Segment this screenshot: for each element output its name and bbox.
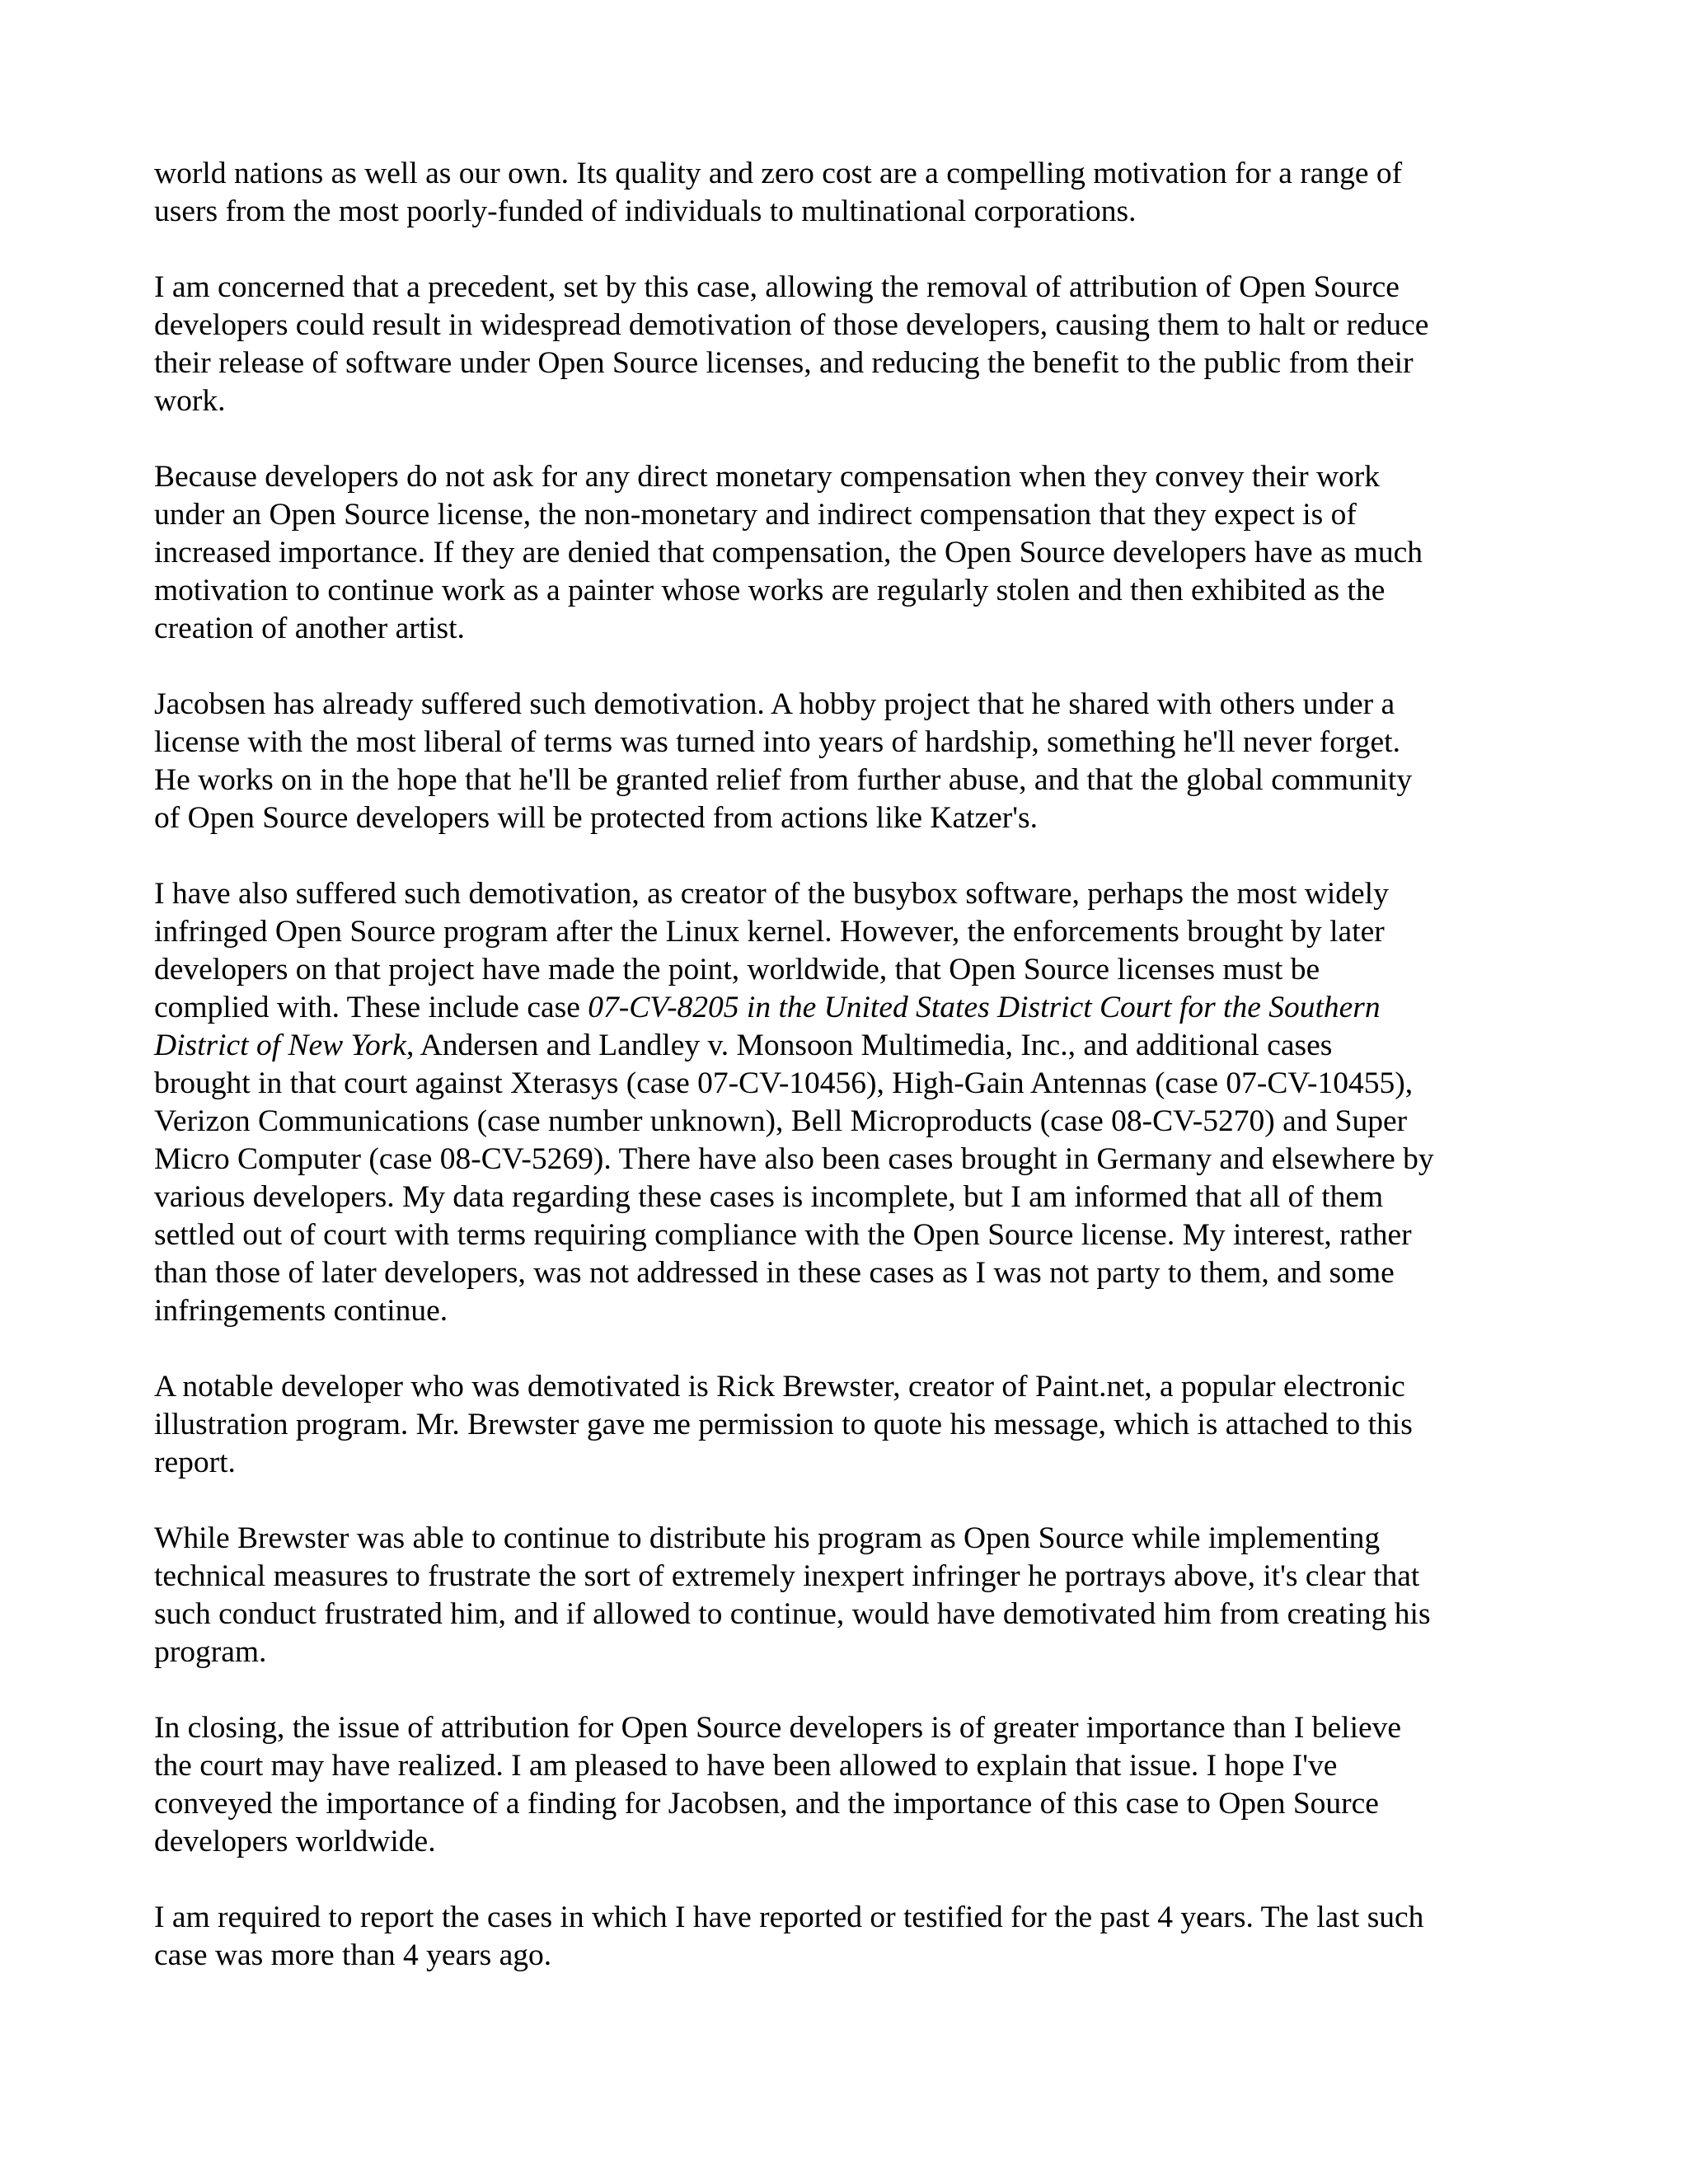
text-line	[154, 269, 1547, 307]
text-run: brought in that court against Xterasys (case 07-CV-10456), High-Gain Antennas (case 07-CV-10455),	[154, 1066, 1414, 1100]
text-line	[154, 1899, 1547, 1937]
text-run: Verizon Communications (case number unknown), Bell Microproducts (case 08-CV-5270) and Super	[154, 1104, 1408, 1138]
text-line	[154, 1444, 1547, 1482]
text-line	[154, 572, 1547, 610]
text-line	[154, 913, 1547, 951]
text-line	[154, 496, 1547, 534]
text-line	[154, 762, 1547, 799]
text-run: case was more than 4 years ago.	[154, 1938, 552, 1972]
text-run: motivation to continue work as a painter whose works are regularly stolen and then exhibited as the	[154, 574, 1386, 607]
text-line	[154, 1141, 1547, 1179]
italic-citation: District of New York	[154, 1029, 406, 1062]
text-line	[154, 1292, 1547, 1330]
text-line	[154, 307, 1547, 344]
text-line	[154, 1368, 1547, 1406]
text-run: Jacobsen has already suffered such demotivation. A hobby project that he shared with others under a	[154, 687, 1395, 721]
text-line	[154, 610, 1547, 648]
text-run: I am required to report the cases in which I have reported or testified for the past 4 years. The last such	[154, 1900, 1424, 1934]
text-line	[154, 799, 1547, 837]
text-run: various developers. My data regarding these cases is incomplete, but I am informed that all of them	[154, 1180, 1384, 1214]
text-line	[154, 875, 1547, 913]
text-line	[154, 1709, 1547, 1747]
text-run: , Andersen and Landley v. Monsoon Multimedia, Inc., and additional cases	[406, 1029, 1333, 1062]
text-run: license with the most liberal of terms was turned into years of hardship, something he'll never forget.	[154, 725, 1400, 759]
text-run: developers on that project have made the point, worldwide, that Open Source licenses must be	[154, 953, 1320, 987]
text-run: increased importance. If they are denied that compensation, the Open Source developers have as much	[154, 536, 1423, 569]
text-run: I am concerned that a precedent, set by this case, allowing the removal of attribution of Open Source	[154, 270, 1400, 304]
text-run: creation of another artist.	[154, 612, 465, 645]
document-page	[154, 155, 1547, 1975]
text-line	[154, 1065, 1547, 1103]
text-line	[154, 1027, 1547, 1065]
text-run: settled out of court with terms requiring compliance with the Open Source license. My interest, rather	[154, 1218, 1412, 1252]
text-line	[154, 1596, 1547, 1633]
text-run: the court may have realized. I am pleased to have been allowed to explain that issue. I hope I've	[154, 1749, 1338, 1783]
text-run: work.	[154, 384, 226, 418]
text-run: conveyed the importance of a finding for Jacobsen, and the importance of this case to Open Source	[154, 1787, 1379, 1821]
body-paragraph	[154, 458, 1547, 648]
text-line	[154, 1254, 1547, 1292]
body-paragraph	[154, 1709, 1547, 1861]
text-run: users from the most poorly-funded of individuals to multinational corporations.	[154, 194, 1137, 228]
text-line	[154, 534, 1547, 572]
text-line	[154, 1823, 1547, 1861]
text-line	[154, 382, 1547, 420]
text-line	[154, 951, 1547, 989]
text-run: than those of later developers, was not addressed in these cases as I was not party to them, and some	[154, 1256, 1395, 1290]
text-line	[154, 1747, 1547, 1785]
text-line	[154, 1558, 1547, 1596]
text-run: such conduct frustrated him, and if allowed to continue, would have demotivated him from creating his	[154, 1597, 1431, 1631]
text-run: program.	[154, 1635, 267, 1669]
italic-citation: 07-CV-8205 in the United States District Court for the Southern	[588, 991, 1381, 1024]
body-paragraph	[154, 1368, 1547, 1482]
body-paragraph	[154, 875, 1547, 1330]
text-line	[154, 1103, 1547, 1141]
text-run: developers worldwide.	[154, 1825, 436, 1858]
text-run: developers could result in widespread demotivation of those developers, causing them to halt or reduce	[154, 308, 1429, 342]
text-run: technical measures to frustrate the sort of extremely inexpert infringer he portrays above, it's clear that	[154, 1559, 1420, 1593]
body-paragraph	[154, 155, 1547, 231]
text-run: world nations as well as our own. Its quality and zero cost are a compelling motivation for a range of	[154, 157, 1403, 190]
text-run: complied with. These include case	[154, 991, 588, 1024]
text-run: illustration program. Mr. Brewster gave me permission to quote his message, which is attached to this	[154, 1408, 1413, 1441]
text-run: their release of software under Open Source licenses, and reducing the benefit to the public from their	[154, 346, 1414, 380]
text-line	[154, 1937, 1547, 1975]
text-line	[154, 1520, 1547, 1558]
body-paragraph	[154, 269, 1547, 420]
body-paragraph	[154, 1520, 1547, 1671]
text-line	[154, 1216, 1547, 1254]
text-run: under an Open Source license, the non-monetary and indirect compensation that they expect is of	[154, 498, 1357, 532]
text-run: A notable developer who was demotivated is Rick Brewster, creator of Paint.net, a popular electronic	[154, 1370, 1405, 1404]
text-run: report.	[154, 1446, 236, 1479]
text-line	[154, 1406, 1547, 1444]
text-line	[154, 724, 1547, 762]
text-line	[154, 458, 1547, 496]
text-run: of Open Source developers will be protected from actions like Katzer's.	[154, 801, 1039, 835]
body-paragraph	[154, 1899, 1547, 1975]
text-line	[154, 344, 1547, 382]
text-line	[154, 155, 1547, 193]
text-run: While Brewster was able to continue to distribute his program as Open Source while implementing	[154, 1521, 1381, 1555]
body-paragraph	[154, 686, 1547, 837]
text-run: He works on in the hope that he'll be granted relief from further abuse, and that the global community	[154, 763, 1413, 797]
text-run: infringements continue.	[154, 1294, 448, 1328]
text-run: Because developers do not ask for any direct monetary compensation when they convey their work	[154, 460, 1381, 494]
text-line	[154, 1179, 1547, 1216]
text-run: I have also suffered such demotivation, as creator of the busybox software, perhaps the most widely	[154, 877, 1389, 911]
text-line	[154, 1633, 1547, 1671]
text-line	[154, 193, 1547, 231]
text-run: infringed Open Source program after the Linux kernel. However, the enforcements brought by later	[154, 915, 1385, 949]
text-line	[154, 686, 1547, 724]
text-line	[154, 1785, 1547, 1823]
text-line	[154, 989, 1547, 1027]
text-run: Micro Computer (case 08-CV-5269). There have also been cases brought in Germany and elsewhere by	[154, 1142, 1434, 1176]
text-run: In closing, the issue of attribution for Open Source developers is of greater importance than I believe	[154, 1711, 1402, 1745]
